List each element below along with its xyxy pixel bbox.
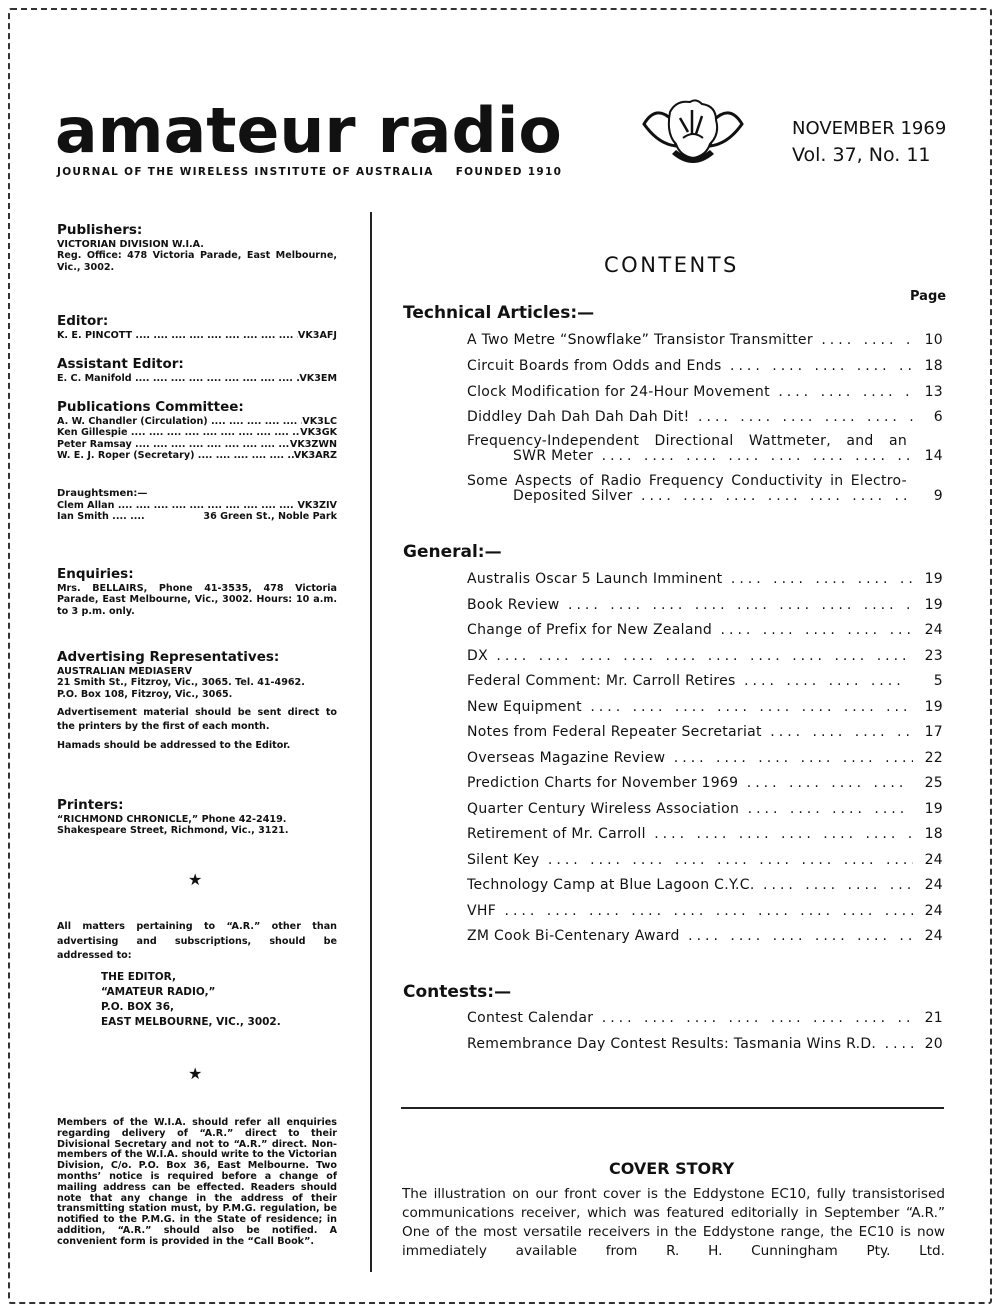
- advertising-line: P.O. Box 108, Fitzroy, Vic., 3065.: [57, 688, 233, 700]
- publishers-name: VICTORIAN DIVISION W.I.A.: [57, 239, 204, 250]
- wia-emblem-icon: [636, 94, 750, 174]
- cover-story-heading: COVER STORY: [609, 1159, 735, 1178]
- editor-heading: Editor:: [57, 313, 109, 329]
- toc-item[interactable]: VHF .... 24: [467, 903, 943, 919]
- matters-text: All matters pertaining to “A.R.” other than advertising and subscriptions, should be addressed to:: [57, 921, 337, 961]
- toc-item[interactable]: Frequency-Independent Directional Wattmeter, and an SWR Meter .... 14: [467, 434, 943, 464]
- technical-articles-heading: Technical Articles:—: [403, 303, 595, 323]
- toc-item[interactable]: Remembrance Day Contest Results: Tasmania Wins R.D. .... 20: [467, 1036, 943, 1052]
- editor-block: [57, 313, 337, 341]
- toc-item[interactable]: Prediction Charts for November 1969 .... 25: [467, 775, 943, 791]
- toc-item[interactable]: Notes from Federal Repeater Secretariat .... 17: [467, 724, 943, 740]
- assistant-editor-block: [57, 356, 337, 384]
- issue-volume: Vol. 37, No. 11: [792, 144, 931, 166]
- journal-subtitle: JOURNAL OF THE WIRELESS INSTITUTE OF AUSTRALIA: [57, 166, 434, 178]
- committee-heading: Publications Committee:: [57, 399, 244, 415]
- toc-item[interactable]: DX .... 23: [467, 648, 943, 664]
- toc-item[interactable]: Technology Camp at Blue Lagoon C.Y.C. .... 24: [467, 877, 943, 893]
- page-column-label: Page: [910, 289, 947, 304]
- publishers-heading: Publishers:: [57, 222, 143, 238]
- toc-item[interactable]: Contest Calendar .... 21: [467, 1010, 943, 1026]
- toc-item[interactable]: Clock Modification for 24-Hour Movement .... 13: [467, 384, 943, 400]
- draughtsmen-block: [57, 488, 337, 523]
- toc-item[interactable]: Quarter Century Wireless Association .... 19: [467, 801, 943, 817]
- toc-item[interactable]: Silent Key .... 24: [467, 852, 943, 868]
- magazine-title: amateur radio: [55, 94, 562, 167]
- toc-item[interactable]: Overseas Magazine Review .... 22: [467, 750, 943, 766]
- printers-line: Shakespeare Street, Richmond, Vic., 3121.: [57, 825, 289, 837]
- advertising-heading: Advertising Representatives:: [57, 649, 280, 665]
- draughtsman-row: Clem Allan .... VK3ZIV: [57, 500, 337, 511]
- publishers-address: Reg. Office: 478 Victoria Parade, East Melbourne, Vic., 3002.: [57, 250, 337, 273]
- toc-item[interactable]: New Equipment .... 19: [467, 699, 943, 715]
- contents-title: CONTENTS: [604, 253, 739, 277]
- toc-item[interactable]: A Two Metre “Snowflake” Transistor Transmitter .... 10: [467, 332, 943, 348]
- general-heading: General:—: [403, 542, 502, 562]
- publishers-block: [57, 222, 337, 273]
- issue-month: NOVEMBER 1969: [792, 118, 947, 139]
- enquiries-heading: Enquiries:: [57, 566, 134, 582]
- column-divider: [370, 212, 372, 1272]
- assistant-editor-heading: Assistant Editor:: [57, 356, 184, 372]
- toc-item[interactable]: Retirement of Mr. Carroll .... 18: [467, 826, 943, 842]
- toc-item[interactable]: Australis Oscar 5 Launch Imminent .... 19: [467, 571, 943, 587]
- toc-item[interactable]: Circuit Boards from Odds and Ends .... 18: [467, 358, 943, 374]
- issue-info: [792, 116, 946, 168]
- committee-row: W. E. J. Roper (Secretary) .... VK3ARZ: [57, 450, 337, 461]
- printers-heading: Printers:: [57, 797, 124, 813]
- draughtsmen-heading: Draughtsmen:—: [57, 488, 148, 499]
- hamads-note: Hamads should be addressed to the Editor.: [57, 739, 291, 751]
- toc-item[interactable]: ZM Cook Bi-Centenary Award .... 24: [467, 928, 943, 944]
- committee-row: Peter Ramsay .... VK3ZWN: [57, 439, 337, 450]
- enquiries-text: Mrs. BELLAIRS, Phone 41-3535, 478 Victoria Parade, East Melbourne, Vic., 3002. Hours: 10 a.m. to 3 p.m. only.: [57, 583, 337, 617]
- founded-year: FOUNDED 1910: [455, 166, 563, 178]
- cover-story-divider: [401, 1107, 944, 1109]
- star-separator-icon: ★: [188, 870, 203, 889]
- toc-item[interactable]: Federal Comment: Mr. Carroll Retires .... 5: [467, 673, 943, 689]
- advertising-note: Advertisement material should be sent direct to the printers by the first of each month.: [57, 706, 337, 732]
- editor-address: THE EDITOR, “AMATEUR RADIO,” P.O. BOX 36, EAST MELBOURNE, VIC., 3002.: [101, 971, 281, 1028]
- advertising-line: 21 Smith St., Fitzroy, Vic., 3065. Tel. 41-4962.: [57, 677, 305, 689]
- members-notice: Members of the W.I.A. should refer all enquiries regarding delivery of “A.R.” direct to their Divisional Secretary and not to “A.R.” direct. Non-members of the W.I.A. should write to the Victorian Division, C/o. P.O. Box 36, East Melbourne. Two months’ notice is required before a change of mailing address can be effected. Readers should note that any change in the address of their transmitting station must, by P.M.G. regulation, be notified to the P.M.G. in the State of residence; in addition, “A.R.” should also be notified. A convenient form is provided in the “Call Book”.: [57, 1117, 337, 1247]
- advertising-block: [57, 649, 337, 751]
- toc-item[interactable]: Diddley Dah Dah Dah Dah Dit! .... 6: [467, 409, 943, 425]
- toc-item[interactable]: Change of Prefix for New Zealand .... 24: [467, 622, 943, 638]
- toc-item[interactable]: Some Aspects of Radio Frequency Conductivity in Electro- Deposited Silver .... 9: [467, 474, 943, 504]
- committee-row: A. W. Chandler (Circulation) .... VK3LC: [57, 416, 337, 427]
- masthead-subtitle: [57, 166, 562, 178]
- editor-row: K. E. PINCOTT .... VK3AFJ: [57, 330, 337, 341]
- contests-heading: Contests:—: [403, 982, 512, 1002]
- assistant-editor-row: E. C. Manifold .... VK3EM: [57, 373, 337, 384]
- toc-item[interactable]: Book Review .... 19: [467, 597, 943, 613]
- draughtsman-row: Ian Smith .... 36 Green St., Noble Park: [57, 511, 337, 522]
- advertising-line: AUSTRALIAN MEDIASERV: [57, 666, 192, 677]
- enquiries-block: [57, 566, 337, 617]
- printers-block: [57, 797, 337, 837]
- committee-block: [57, 399, 337, 461]
- cover-story-text: The illustration on our front cover is the Eddystone EC10, fully transistorised communications receiver, which was featured editorially in September “A.R.” One of the most versatile receivers in the Eddystone range, the EC10 is now immediately available from R. H. Cunningham Pty. Ltd.: [402, 1186, 945, 1259]
- printers-line: “RICHMOND CHRONICLE,” Phone 42-2419.: [57, 814, 287, 825]
- committee-row: Ken Gillespie .... VK3GK: [57, 427, 337, 438]
- star-separator-icon: ★: [188, 1064, 203, 1083]
